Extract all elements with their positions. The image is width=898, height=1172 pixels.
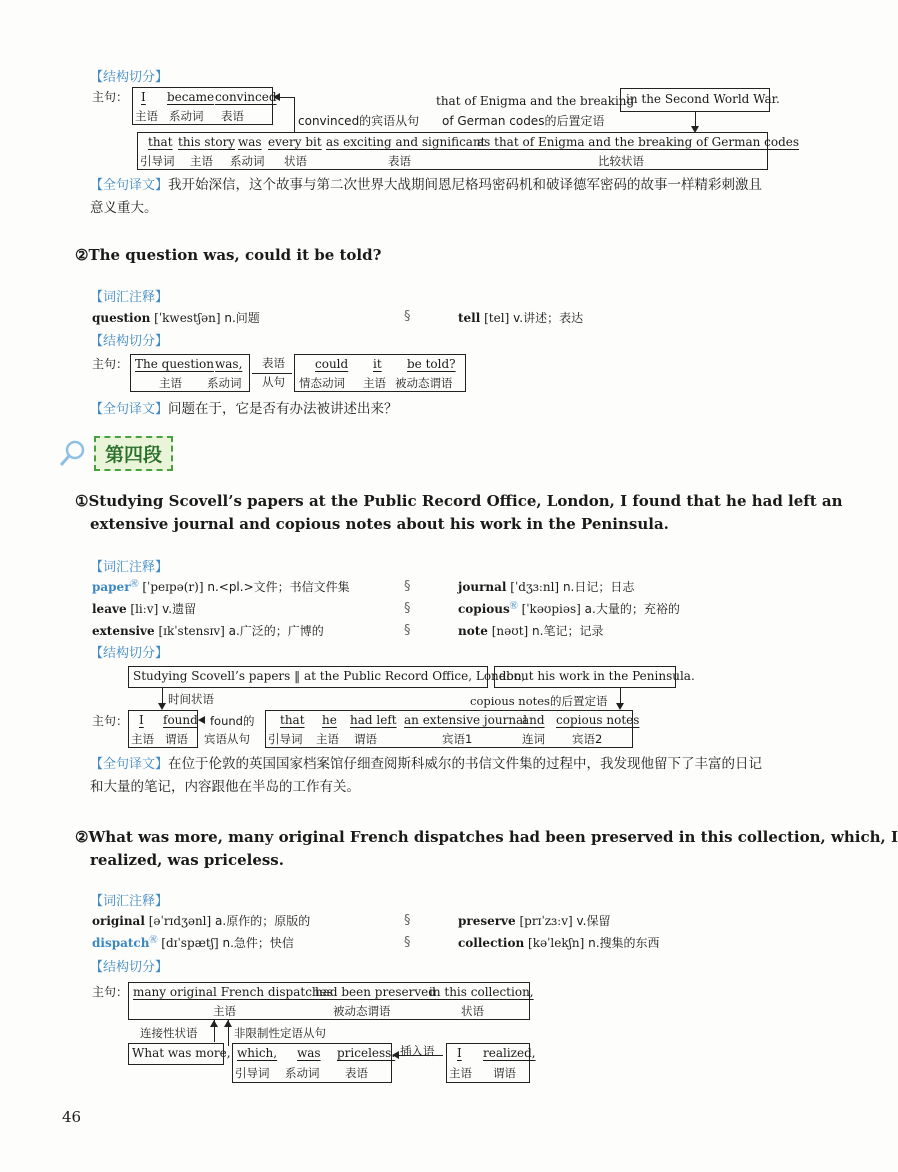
arrow-left-icon bbox=[198, 716, 205, 724]
copious-postmodifier-note: copious notes的后置定语 bbox=[470, 694, 608, 708]
vocab-entry-dispatch: dispatch㊗ [dɪˈspætʃ] n.急件；快信 bbox=[92, 935, 294, 950]
object-clause-note: convinced的宾语从句 bbox=[298, 114, 420, 128]
vocab-entry-copious: copious㊗ [ˈkəʊpiəs] a.大量的；充裕的 bbox=[458, 601, 680, 616]
postmodifier-note-line2: of German codes的后置定语 bbox=[442, 114, 605, 128]
main-clause-box-2: The question was, 主语 系动词 bbox=[130, 354, 250, 392]
separator-icon: § bbox=[404, 579, 411, 594]
predicative-clause-box: could it be told? 情态动词 主语 被动态谓语 bbox=[294, 354, 466, 392]
what-was-more-box: What was more, bbox=[128, 1043, 224, 1065]
structure-label-1: 【结构切分】 bbox=[90, 70, 169, 85]
main-clause-label-2: 主句： bbox=[92, 357, 129, 371]
translation-1: 【全句译文】我开始深信，这个故事与第二次世界大战期间恩尼格玛密码机和破译德军密码的故事一样精彩刺激且意义重大。 bbox=[90, 177, 763, 216]
sentence-2: ②The question was, could it be told? bbox=[75, 246, 382, 264]
nonrestrictive-clause-note: 非限制性定语从句 bbox=[234, 1026, 326, 1040]
main-clause-label-4: 主句： bbox=[92, 985, 129, 999]
arrow-up-icon bbox=[210, 1020, 218, 1027]
parenthetical-note: 插入语 bbox=[400, 1044, 435, 1058]
adverbial-box: Studying Scovell’s papers ‖ at the Public Record Office, London, bbox=[128, 666, 488, 688]
main-clause-box-3: I found 主语 谓语 bbox=[128, 710, 198, 748]
vocab-entry-preserve: preserve [prɪˈzɜːv] v.保留 bbox=[458, 914, 611, 928]
main-clause-box-1: I became convinced 主语 系动词 表语 bbox=[132, 87, 273, 125]
page-number: 46 bbox=[62, 1108, 82, 1126]
vocab-entry-paper: paper㊗ [ˈpeɪpə(r)] n.<pl.>文件；书信文件集 bbox=[92, 579, 350, 594]
parenthetical-box: I realized, 主语 谓语 bbox=[446, 1043, 530, 1083]
vocab-label-3: 【词汇注释】 bbox=[90, 560, 169, 575]
vocab-entry-collection: collection [kəˈlekʃn] n.搜集的东西 bbox=[458, 936, 660, 950]
separator-icon: § bbox=[404, 623, 411, 638]
relative-clause-box: which, was priceless. 引导词 系动词 表语 bbox=[232, 1043, 392, 1083]
vocab-label-2: 【词汇注释】 bbox=[90, 290, 169, 305]
translation-3: 【全句译文】在位于伦敦的英国国家档案馆仔细查阅斯科威尔的书信文件集的过程中，我发现他留下了丰富的日记和大量的笔记，内容跟他在半岛的工作有关。 bbox=[90, 756, 763, 795]
separator-icon: § bbox=[404, 935, 411, 950]
sentence-3-line2: extensive journal and copious notes about his work in the Peninsula. bbox=[90, 515, 669, 533]
vocab-entry-note: note [nəʊt] n.笔记；记录 bbox=[458, 624, 604, 638]
arrow-down-icon bbox=[616, 703, 624, 710]
vocab-entry-tell: tell [tel] v.讲述；表达 bbox=[458, 311, 584, 325]
separator-icon: § bbox=[404, 913, 411, 928]
postmodifier-note-line1: that of Enigma and the breaking bbox=[436, 94, 635, 108]
arrow-left-icon bbox=[392, 1051, 399, 1059]
section-heading: 第四段 bbox=[94, 436, 173, 471]
separator-icon: § bbox=[404, 601, 411, 616]
object-clause-note-3: 宾语从句 bbox=[204, 732, 250, 746]
predicative-note: 表语 bbox=[262, 356, 285, 370]
connector bbox=[294, 97, 295, 133]
clause-note: 从句 bbox=[262, 375, 285, 389]
main-clause-label-3: 主句： bbox=[92, 714, 129, 728]
vocab-entry-leave: leave [liːv] v.遗留 bbox=[92, 602, 197, 616]
arrow-up-icon bbox=[224, 1020, 232, 1027]
translation-2: 【全句译文】问题在于，它是否有办法被讲述出来？ bbox=[90, 401, 398, 417]
postmodifier-box: about his work in the Peninsula. bbox=[494, 666, 676, 688]
time-adverbial-note: 时间状语 bbox=[168, 692, 214, 706]
vocab-entry-question: question [ˈkwestʃən] n.问题 bbox=[92, 311, 260, 325]
arrow-down-icon bbox=[158, 703, 166, 710]
main-clause-box-4: many original French dispatches had been preserved in this collection, 主语 被动态谓语 状语 bbox=[128, 982, 530, 1020]
boxed-phrase-ww2: in the Second World War. bbox=[620, 88, 770, 112]
vocab-entry-original: original [əˈrɪdʒənl] a.原作的；原版的 bbox=[92, 914, 311, 928]
connector bbox=[280, 97, 294, 98]
vocab-entry-extensive: extensive [ɪkˈstensɪv] a.广泛的；广博的 bbox=[92, 624, 324, 638]
separator-icon: § bbox=[404, 309, 411, 324]
object-clause-box: that this story was every bit as exciting and significant as that of Enigma and the breaking of German codes 引导词 主语 系动词 状语 表语 比较状语 bbox=[137, 132, 768, 170]
magnifier-icon bbox=[58, 438, 88, 468]
vocab-label-4: 【词汇注释】 bbox=[90, 894, 169, 909]
structure-label-4: 【结构切分】 bbox=[90, 960, 169, 975]
vocab-entry-journal: journal [ˈdʒɜːnl] n.日记；日志 bbox=[458, 580, 635, 594]
sentence-4-line1: ②What was more, many original French dispatches had been preserved in this collection, which, I bbox=[75, 828, 898, 846]
connector bbox=[252, 373, 292, 374]
sentence-4-line2: realized, was priceless. bbox=[90, 851, 284, 869]
object-clause-box-3: that he had left an extensive journal and copious notes 引导词 主语 谓语 宾语1 连词 宾语2 bbox=[265, 710, 633, 748]
structure-label-3: 【结构切分】 bbox=[90, 646, 169, 661]
arrow-left-icon bbox=[273, 93, 280, 101]
sentence-3-line1: ①Studying Scovell’s papers at the Public Record Office, London, I found that he had left an bbox=[75, 492, 843, 510]
connective-adverbial-note: 连接性状语 bbox=[140, 1026, 198, 1040]
found-object-note: found的 bbox=[210, 714, 255, 728]
main-clause-label-1: 主句： bbox=[92, 90, 129, 104]
structure-label-2: 【结构切分】 bbox=[90, 334, 169, 349]
